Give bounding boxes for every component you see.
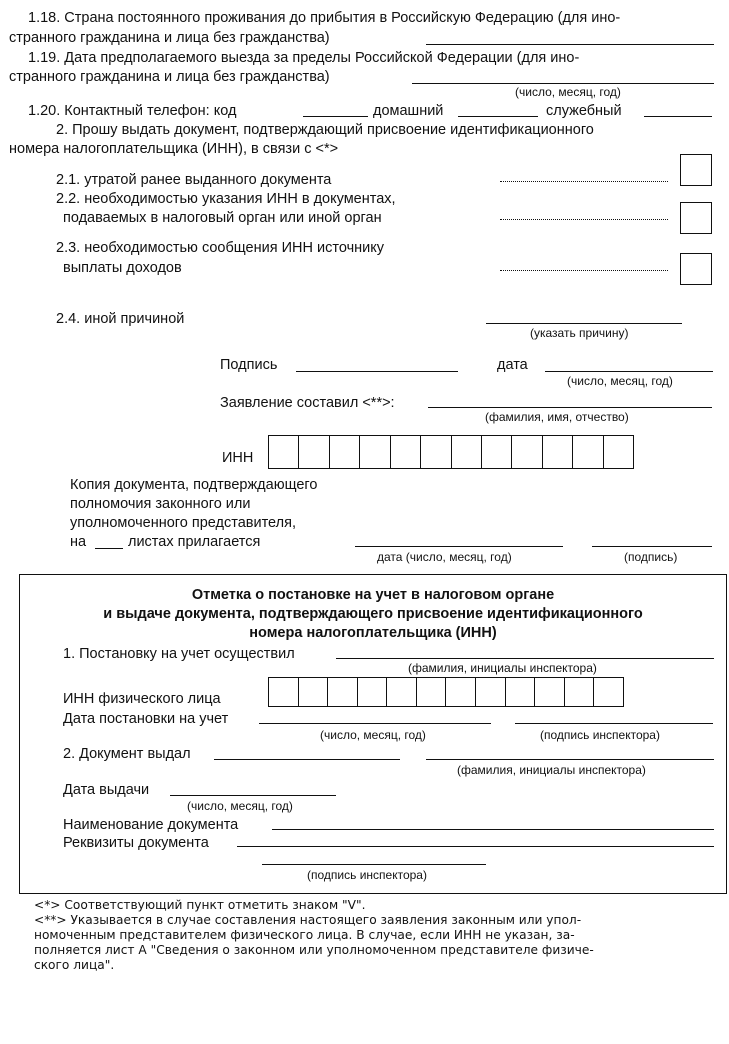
- reason-2-1-leader: [500, 181, 668, 182]
- reason-2-1-label: 2.1. утратой ранее выданного документа: [56, 172, 332, 188]
- registration-date-line[interactable]: [259, 723, 491, 724]
- footnote-1: <*> Соответствующий пункт отметить знаком "V".: [34, 898, 366, 912]
- registration-date-label: Дата постановки на учет: [63, 711, 229, 727]
- phone-work-label: служебный: [546, 103, 622, 119]
- issue-date-label: Дата выдачи: [63, 782, 150, 798]
- registration-sign-hint: (подпись инспектора): [540, 728, 660, 742]
- issued-by-line-right[interactable]: [426, 759, 714, 760]
- reason-2-4-input-line[interactable]: [486, 323, 682, 324]
- field-1-18-label-cont: странного гражданина и лица без гражданства): [9, 30, 330, 46]
- field-1-19-hint: (число, месяц, год): [515, 85, 621, 99]
- author-hint: (фамилия, имя, отчество): [485, 410, 629, 424]
- person-inn-label: ИНН физического лица: [63, 691, 221, 707]
- issued-by-label: 2. Документ выдал: [63, 746, 191, 762]
- reason-2-1-checkbox[interactable]: [680, 154, 712, 186]
- footnote-2-line4: ского лица".: [34, 958, 115, 972]
- signature-label: Подпись: [220, 357, 278, 373]
- field-1-19-label: 1.19. Дата предполагаемого выезда за пределы Российской Федерации (для ино-: [28, 50, 580, 66]
- copy-note-line2: полномочия законного или: [70, 496, 251, 512]
- footnote-2-line2: номоченным представителем физического лица. В случае, если ИНН не указан, за-: [34, 928, 575, 942]
- section-2-label: 2. Прошу выдать документ, подтверждающий присвоение идентификационного: [56, 122, 594, 138]
- reason-2-2-leader: [500, 219, 668, 220]
- reason-2-2-checkbox[interactable]: [680, 202, 712, 234]
- phone-work-line[interactable]: [644, 116, 712, 117]
- copy-date-line[interactable]: [355, 546, 563, 547]
- registration-date-hint: (число, месяц, год): [320, 728, 426, 742]
- copy-sign-hint: (подпись): [624, 550, 678, 564]
- mark-title-line1: Отметка о постановке на учет в налоговом органе: [191, 587, 555, 603]
- reason-2-2-label-cont: подаваемых в налоговый орган или иной орган: [63, 210, 382, 226]
- mark-title-line3: номера налогоплательщика (ИНН): [249, 625, 497, 641]
- reason-2-2-label: 2.2. необходимостью указания ИНН в документах,: [56, 191, 396, 207]
- issued-by-line-left[interactable]: [214, 759, 400, 760]
- final-sign-line[interactable]: [262, 864, 486, 865]
- field-1-18-input-line[interactable]: [426, 44, 714, 45]
- copy-note-line3: уполномоченного представителя,: [70, 515, 296, 531]
- field-1-19-input-line[interactable]: [412, 83, 714, 84]
- phone-home-line[interactable]: [458, 116, 538, 117]
- copy-date-hint: дата (число, месяц, год): [377, 550, 512, 564]
- reason-2-3-leader: [500, 270, 668, 271]
- reason-2-3-checkbox[interactable]: [680, 253, 712, 285]
- date-hint: (число, месяц, год): [567, 374, 673, 388]
- copy-note-line1: Копия документа, подтверждающего: [70, 477, 318, 493]
- document-details-label: Реквизиты документа: [63, 835, 209, 851]
- document-name-label: Наименование документа: [63, 817, 239, 833]
- signature-line[interactable]: [296, 371, 458, 372]
- date-line[interactable]: [545, 371, 713, 372]
- registered-by-label: 1. Постановку на учет осуществил: [63, 646, 295, 662]
- section-2-label-cont: номера налогоплательщика (ИНН), в связи с <*>: [9, 141, 339, 157]
- mark-title-line2: и выдаче документа, подтверждающего присвоение идентификационного: [103, 606, 643, 622]
- field-1-20-label: 1.20. Контактный телефон: код: [28, 103, 237, 119]
- registration-sign-line[interactable]: [515, 723, 713, 724]
- author-label: Заявление составил <**>:: [220, 395, 395, 411]
- footnote-2-line3: полняется лист А "Сведения о законном или уполномоченном представителе физиче-: [34, 943, 594, 957]
- sheets-count-line[interactable]: [95, 548, 123, 549]
- issued-by-hint: (фамилия, инициалы инспектора): [457, 763, 646, 777]
- person-inn-grid[interactable]: [268, 677, 624, 707]
- field-1-18-label: 1.18. Страна постоянного проживания до прибытия в Российскую Федерацию (для ино-: [28, 10, 621, 26]
- phone-home-label: домашний: [373, 103, 444, 119]
- document-name-line[interactable]: [272, 829, 714, 830]
- reason-2-4-label: 2.4. иной причиной: [56, 311, 185, 327]
- issue-date-hint: (число, месяц, год): [187, 799, 293, 813]
- inn-label: ИНН: [222, 450, 254, 466]
- reason-2-3-label: 2.3. необходимостью сообщения ИНН источнику: [56, 240, 384, 256]
- reason-2-3-label-cont: выплаты доходов: [63, 260, 182, 276]
- issue-date-line[interactable]: [170, 795, 336, 796]
- copy-note-prefix: на: [70, 534, 87, 550]
- document-details-line[interactable]: [237, 846, 714, 847]
- phone-code-line[interactable]: [303, 116, 368, 117]
- footnote-2-line1: <**> Указывается в случае составления настоящего заявления законным или упол-: [34, 913, 582, 927]
- field-1-19-label-cont: странного гражданина и лица без гражданства): [9, 69, 330, 85]
- reason-2-4-hint: (указать причину): [530, 326, 629, 340]
- copy-note-suffix: листах прилагается: [128, 534, 261, 550]
- date-label: дата: [497, 357, 528, 373]
- registered-by-line[interactable]: [336, 658, 714, 659]
- registered-by-hint: (фамилия, инициалы инспектора): [408, 661, 597, 675]
- final-sign-hint: (подпись инспектора): [307, 868, 427, 882]
- copy-sign-line[interactable]: [592, 546, 712, 547]
- inn-input-grid[interactable]: [268, 435, 634, 469]
- author-line[interactable]: [428, 407, 712, 408]
